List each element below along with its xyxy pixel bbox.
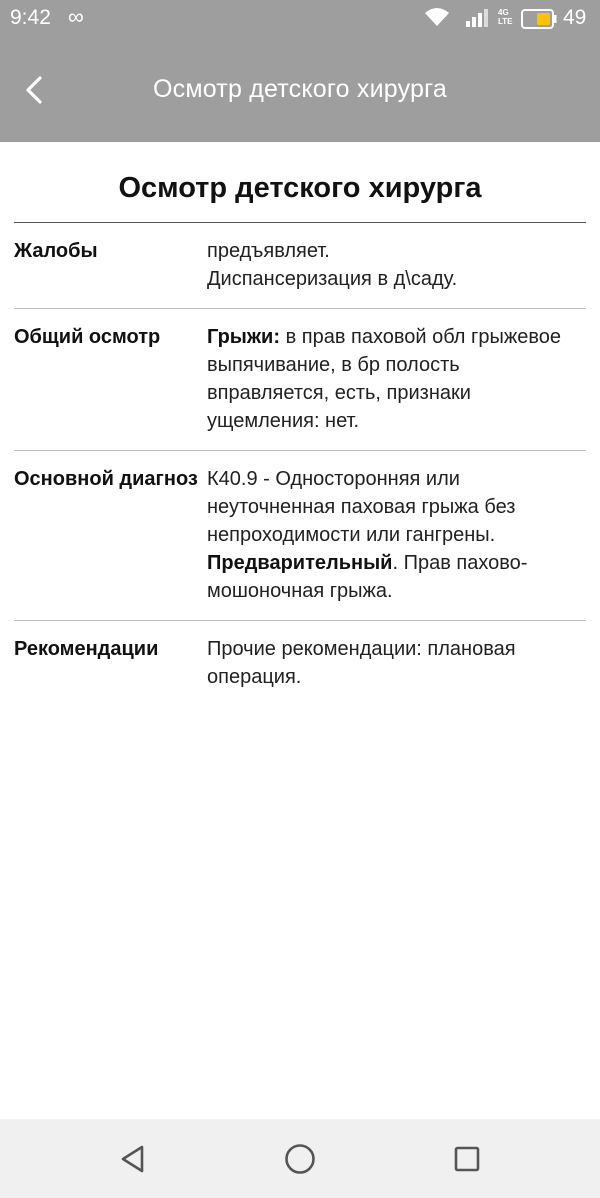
document-title: Осмотр детского хирурга (118, 172, 482, 204)
table-row (14, 621, 586, 706)
app-bar (0, 38, 600, 142)
row-value-main-diagnosis: К40.9 - Односторонняя или неуточненная паховая грыжа без непроходимости или гангрены. Предварительный. Прав пахово-мошоночная грыжа. (207, 468, 528, 602)
home-circle-icon (284, 1143, 316, 1175)
infinity-icon: ∞ (68, 4, 84, 29)
row-label-recommendations: Рекомендации (14, 638, 159, 660)
recents-square-icon (453, 1145, 481, 1173)
wifi-icon (424, 7, 450, 32)
battery-icon (521, 9, 557, 34)
nav-back-button[interactable] (111, 1137, 155, 1181)
back-triangle-icon (118, 1144, 148, 1174)
row-label-general-exam: Общий осмотр (14, 326, 161, 348)
status-time: 9:42 (10, 6, 51, 29)
nav-recents-button[interactable] (445, 1137, 489, 1181)
row-label-complaints: Жалобы (14, 240, 98, 262)
table-row (14, 451, 586, 621)
app-bar-title: Осмотр детского хирурга (153, 75, 447, 103)
navigation-bar (0, 1119, 600, 1198)
nav-home-button[interactable] (278, 1137, 322, 1181)
battery-level: 49 (563, 6, 587, 29)
network-type-badge: 4G LTE (498, 8, 513, 26)
signal-icon (464, 9, 490, 32)
exam-table (14, 222, 586, 706)
document-content (0, 142, 600, 706)
table-row (14, 223, 586, 309)
table-row (14, 309, 586, 451)
status-bar (0, 0, 600, 38)
row-label-main-diagnosis: Основной диагноз (14, 468, 198, 490)
row-value-general-exam: Грыжи: в прав паховой обл грыжевое выпячивание, в бр полость вправляется, есть, признаки ущемления: нет. (207, 326, 561, 432)
row-value-recommendations: Прочие рекомендации: плановая операция. (207, 638, 516, 688)
row-value-complaints: предъявляет. Диспансеризация в д\саду. (207, 240, 458, 290)
